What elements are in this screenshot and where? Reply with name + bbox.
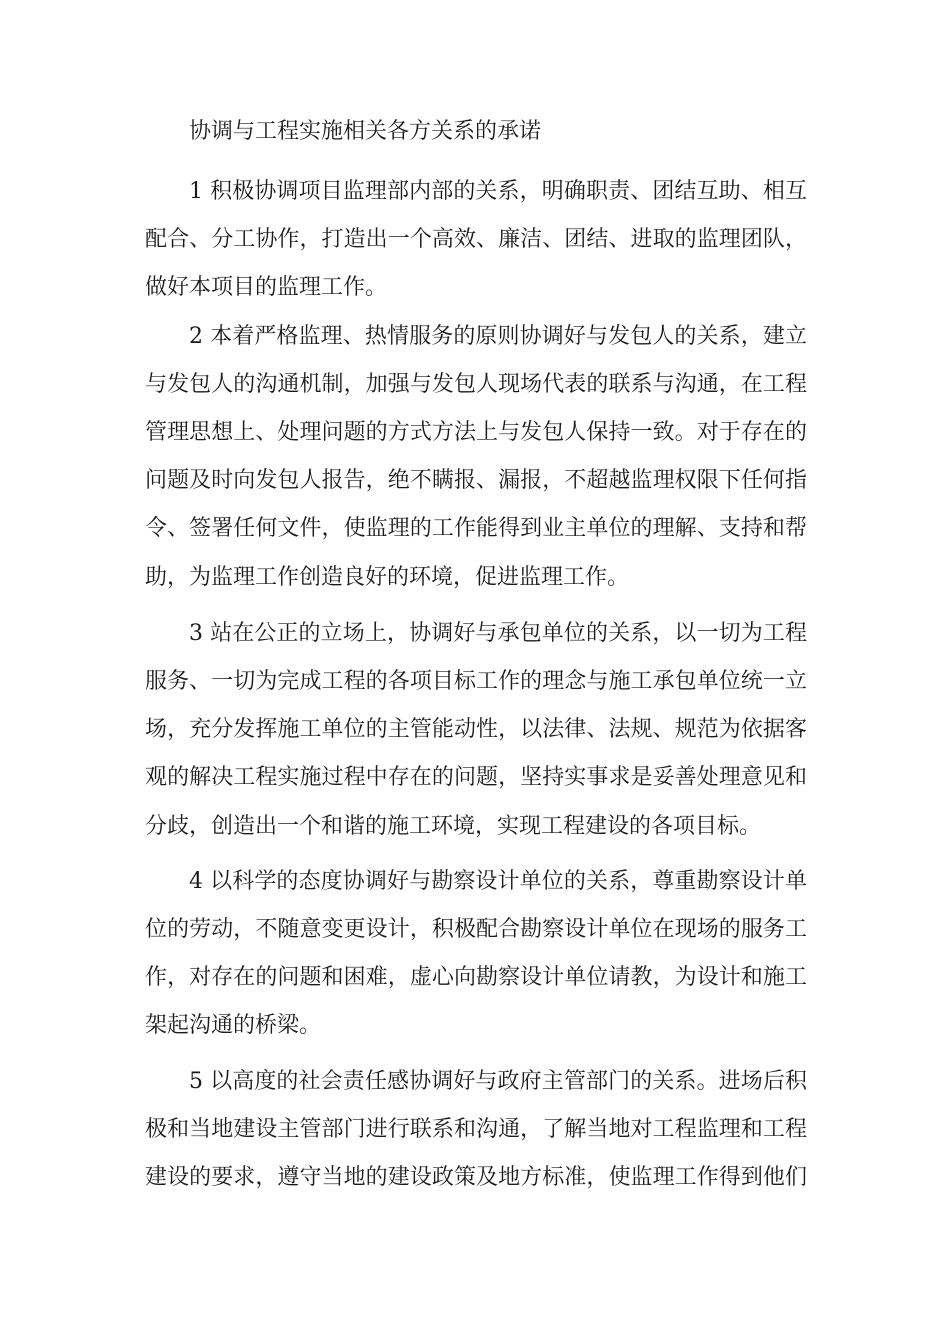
paragraph-3-line-3: 场，充分发挥施工单位的主管能动性，以法律、法规、规范为依据客	[145, 717, 807, 742]
paragraph-3-line-2: 服务、一切为完成工程的各项目标工作的理念与施工承包单位统一立	[145, 669, 807, 694]
paragraph-3-line-1: 3 站在公正的立场上，协调好与承包单位的关系，以一切为工程	[189, 621, 807, 646]
paragraph-1-line-3: 做好本项目的监理工作。	[145, 275, 388, 300]
paragraph-2-line-2: 与发包人的沟通机制，加强与发包人现场代表的联系与沟通，在工程	[145, 372, 807, 397]
paragraph-2-line-3: 管理思想上、处理问题的方式方法上与发包人保持一致。对于存在的	[145, 420, 807, 445]
paragraph-5-line-2: 极和当地建设主管部门进行联系和沟通，了解当地对工程监理和工程	[145, 1117, 807, 1142]
paragraph-5-line-3: 建设的要求，遵守当地的建设政策及地方标准，使监理工作得到他们	[145, 1165, 807, 1190]
paragraph-2-line-1: 2 本着严格监理、热情服务的原则协调好与发包人的关系，建立	[189, 324, 807, 349]
paragraph-4-line-2: 位的劳动，不随意变更设计，积极配合勘察设计单位在现场的服务工	[145, 917, 807, 942]
paragraph-3-line-5: 分歧，创造出一个和谐的施工环境，实现工程建设的各项目标。	[145, 814, 762, 839]
paragraph-1-line-1: 1 积极协调项目监理部内部的关系，明确职责、团结互助、相互	[189, 179, 807, 204]
paragraph-2-line-4: 问题及时向发包人报告，绝不瞒报、漏报，不超越监理权限下任何指	[145, 468, 807, 493]
paragraph-4-line-4: 架起沟通的桥梁。	[145, 1013, 322, 1038]
paragraph-4-line-1: 4 以科学的态度协调好与勘察设计单位的关系，尊重勘察设计单	[189, 869, 807, 894]
paragraph-2-line-5: 令、签署任何文件，使监理的工作能得到业主单位的理解、支持和帮	[145, 516, 807, 541]
paragraph-3-line-4: 观的解决工程实施过程中存在的问题，坚持实事求是妥善处理意见和	[145, 765, 807, 790]
paragraph-2-line-6: 助，为监理工作创造良好的环境，促进监理工作。	[145, 565, 630, 590]
paragraph-4-line-3: 作，对存在的问题和困难，虚心向勘察设计单位请教，为设计和施工	[145, 965, 807, 990]
paragraph-1-line-2: 配合、分工协作，打造出一个高效、廉洁、团结、进取的监理团队，	[145, 227, 807, 252]
paragraph-5-line-1: 5 以高度的社会责任感协调好与政府主管部门的关系。进场后积	[189, 1069, 807, 1094]
document-heading: 协调与工程实施相关各方关系的承诺	[189, 119, 542, 144]
